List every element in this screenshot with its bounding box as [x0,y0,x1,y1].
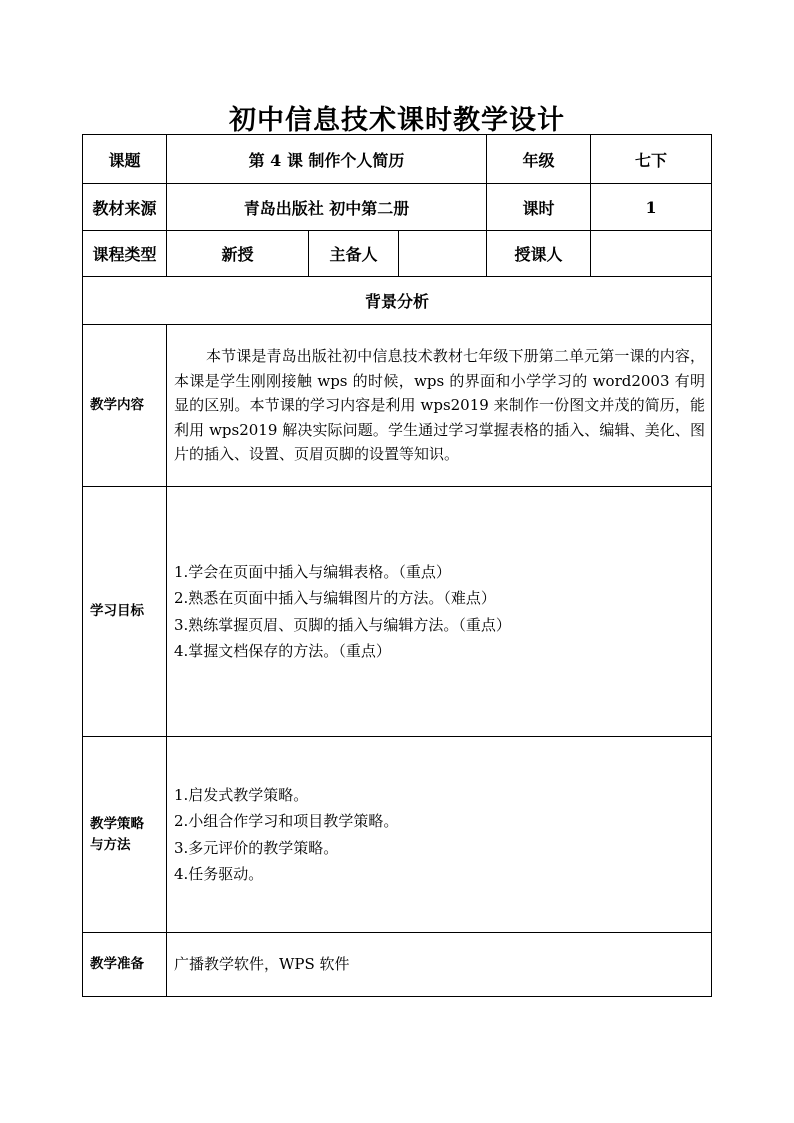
strategies-label-line1: 教学策略 [90,815,144,832]
document-title: 初中信息技术课时教学设计 [229,105,565,136]
preparer-value [399,231,487,277]
objective-item: 1.学会在页面中插入与编辑表格。（重点） [174,562,451,581]
strategies-label-line2: 与方法 [90,836,131,853]
preparer-label: 主备人 [309,231,399,277]
preparation-value: 广播教学软件，WPS 软件 [167,933,712,997]
objective-item: 4.掌握文档保存的方法。（重点） [174,642,391,660]
topic-value: 第 4 课 制作个人简历 [167,135,487,184]
objectives-cell [167,487,712,737]
teaching-content-text: 本节课是青岛出版社初中信息技术教材七年级下册第二单元第一课的内容，本课是学生刚刚接触 wps 的时候，wps 的界面和小学学习的 word2003 有明显的区别。本节课的学习内容是利用 wps2019 来制作一份图文并茂的简历，能利用 wps2019 解决实际问题。学生通过学习掌握表格的插入、编辑、美化、图片的插入、设置、页眉页脚的设置等知识。 [174,347,706,464]
strategies-cell [167,737,712,933]
grade-label: 年级 [487,135,591,184]
strategy-item: 1.启发式教学策略。 [174,785,309,804]
topic-row [83,135,712,184]
strategies-row [83,737,712,933]
objective-item: 3.熟练掌握页眉、页脚的插入与编辑方法。（重点） [174,615,511,634]
teaching-content-label: 教学内容 [83,325,167,487]
strategy-item: 3.多元评价的教学策略。 [174,838,339,857]
background-heading: 背景分析 [83,277,712,325]
strategies-label [83,737,167,933]
preparation-row [83,933,712,997]
source-label: 教材来源 [83,184,167,231]
preparation-label: 教学准备 [83,933,167,997]
background-row [83,277,712,325]
source-value: 青岛出版社 初中第二册 [167,184,487,231]
strategy-item: 4.任务驱动。 [174,865,264,883]
teacher-value [591,231,712,277]
content-row [83,325,712,487]
lesson-plan-table [82,134,712,997]
course-type-value: 新授 [167,231,309,277]
strategy-item: 2.小组合作学习和项目教学策略。 [174,812,399,830]
objectives-row [83,487,712,737]
grade-value: 七下 [591,135,712,184]
teaching-content-cell [167,325,712,487]
objective-item: 2.熟悉在页面中插入与编辑图片的方法。（难点） [174,589,496,607]
teacher-label: 授课人 [487,231,591,277]
source-row [83,184,712,231]
topic-label: 课题 [83,135,167,184]
objectives-label: 学习目标 [83,487,167,737]
course-type-label: 课程类型 [83,231,167,277]
type-row [83,231,712,277]
period-label: 课时 [487,184,591,231]
period-value: 1 [591,184,712,231]
